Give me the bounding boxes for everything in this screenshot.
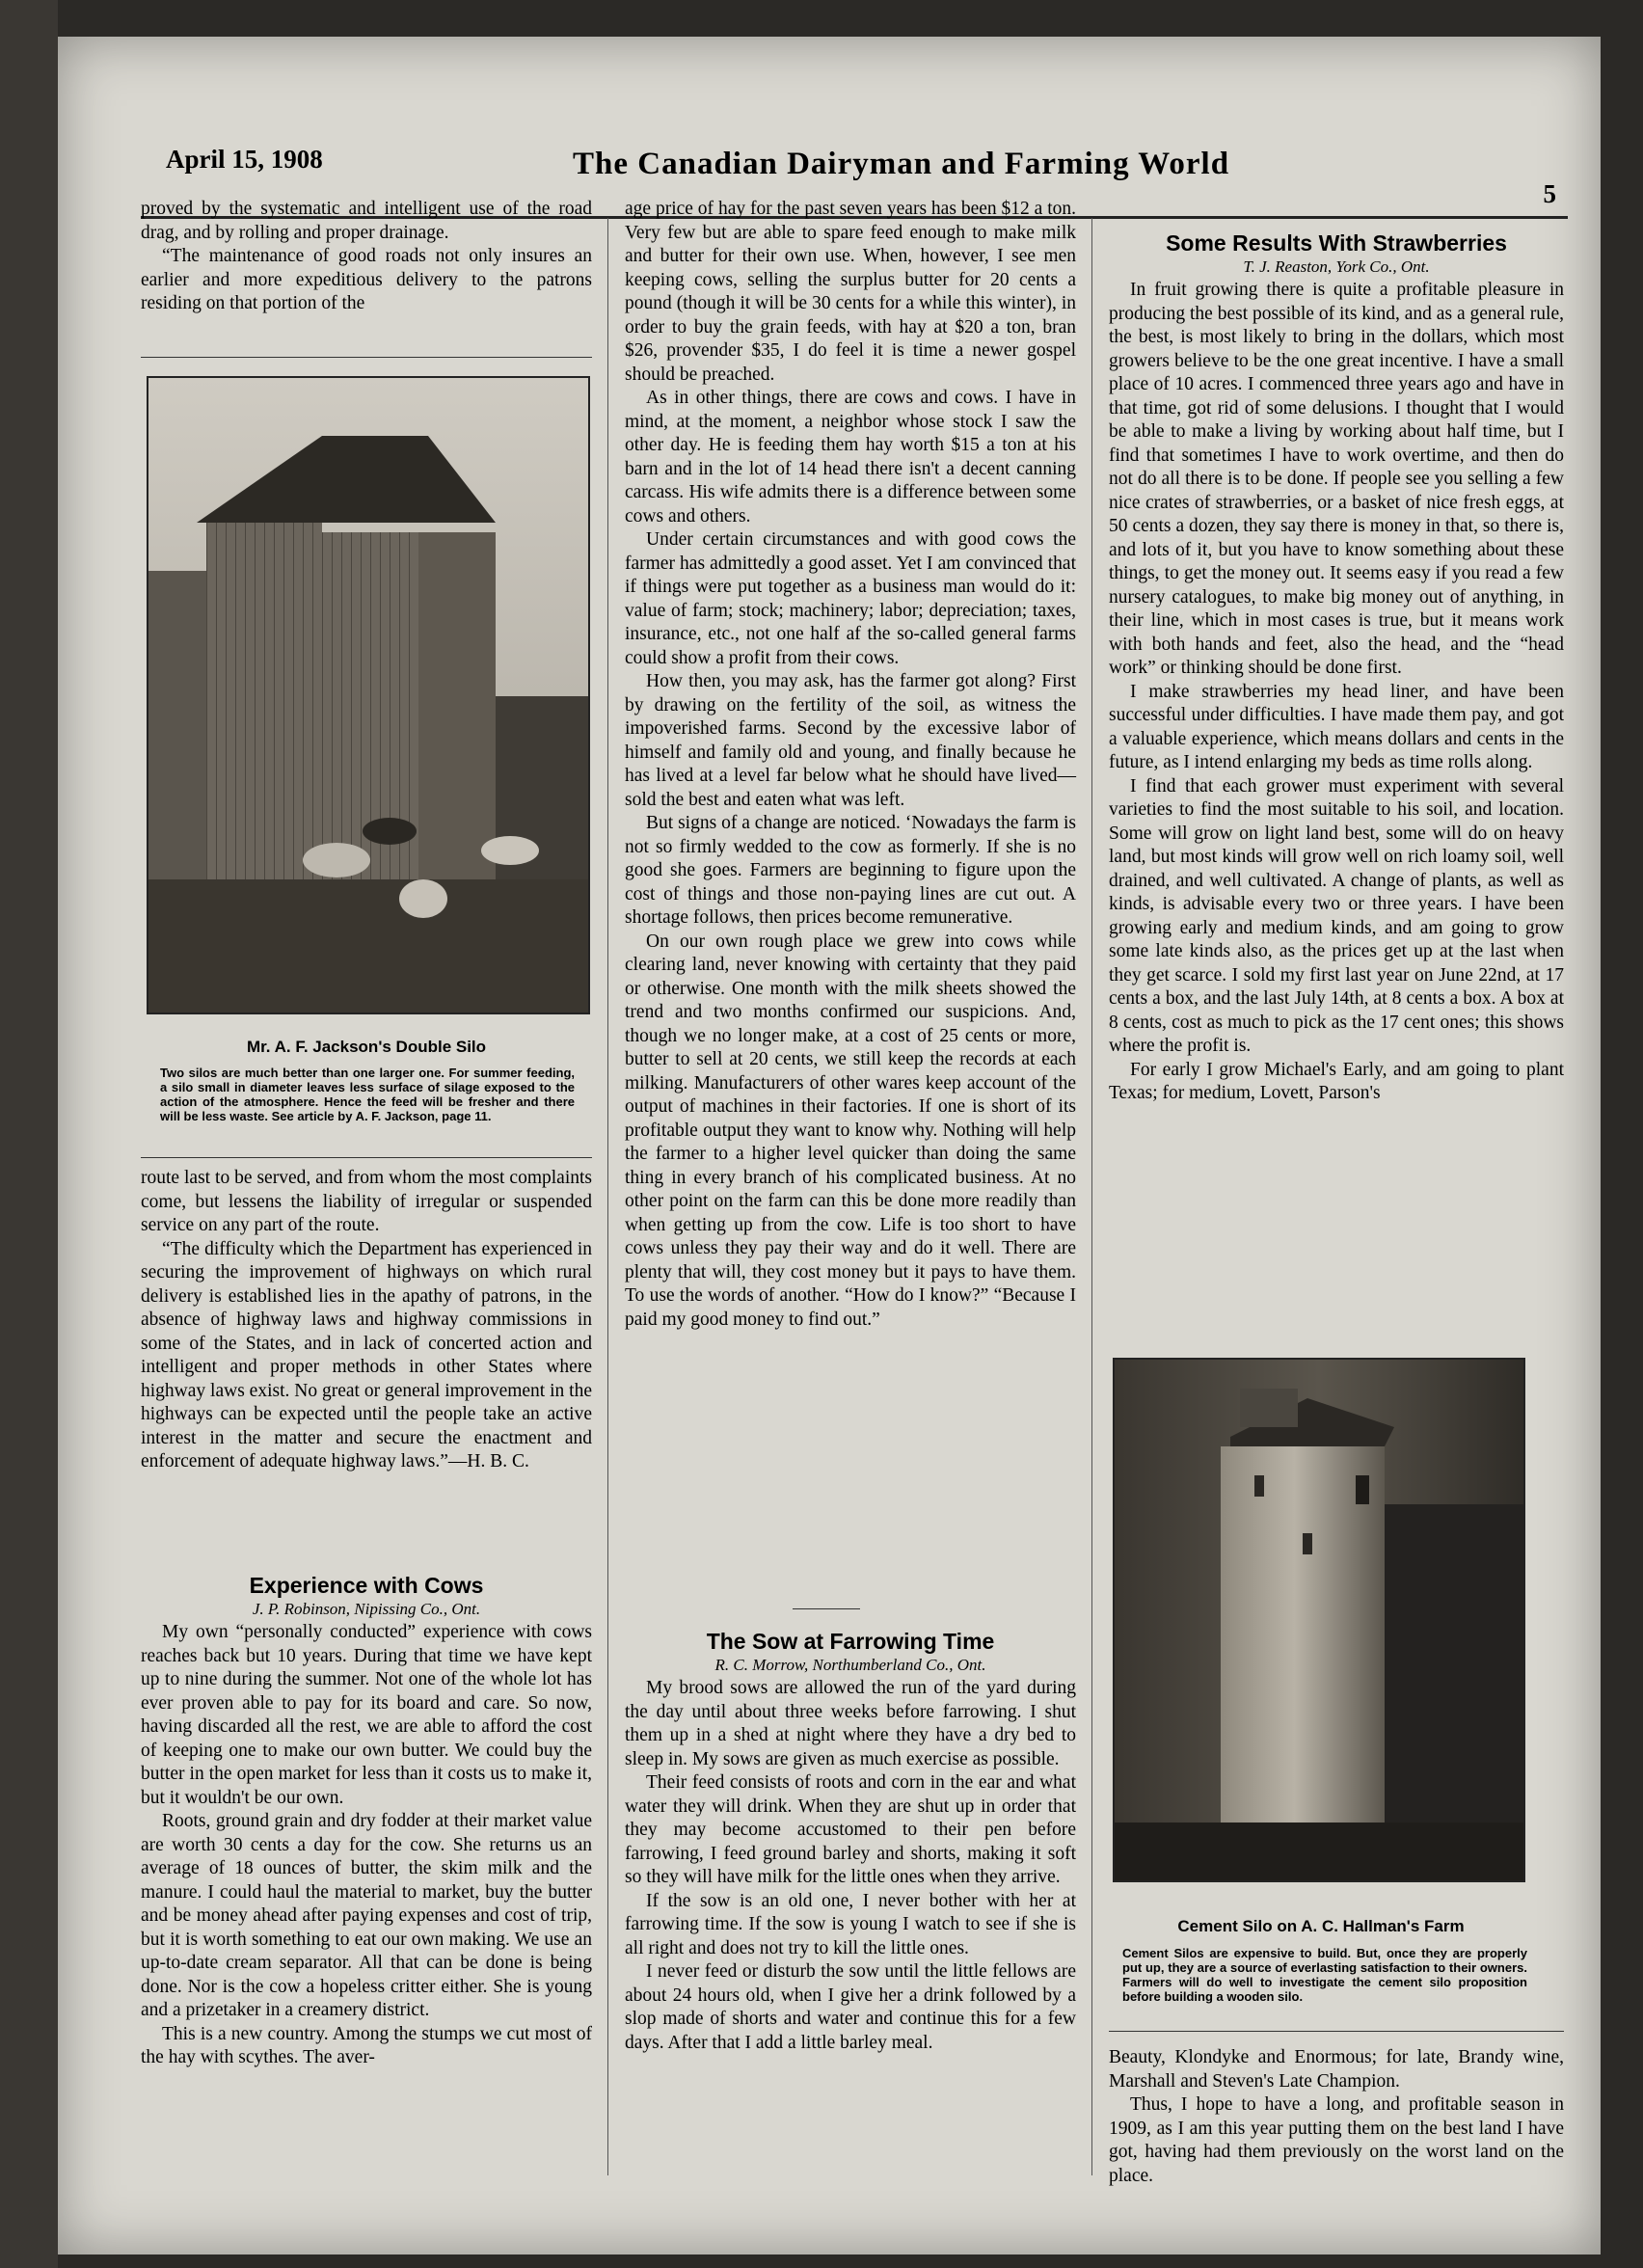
photo-2-caption: Cement Silos are expensive to build. But, once they are properly put up, they are a source of everlasting satisfaction to their owners. Farmers will do well to investigate the cement silo proposition before building a wooden silo. (1122, 1946, 1527, 2004)
paragraph: I find that each grower must experiment with several varieties to find the most suitable to his soil, and location. Some will grow on light land best, some will do on heavy land, but most kinds will grow well on rich loamy soil, well drained, and well cultivated. A change of plants, as well as kinds, is advisable every two or three years. I have been growing early and medium kinds, and am going to grow some late kinds also, as the prices get up at the last when they get scarce. I sold my first last year on June 22nd, at 17 cents a box, and the last July 14th, at 8 cents a box. A box at 8 cents, cost as much to pick as the 17 cent ones; this shows where the profit is. (1109, 775, 1564, 1056)
column-1-top (141, 198, 592, 316)
paragraph: My own “personally conducted” experience with cows reaches back but 10 years. During that time we have kept up to nine during the summer. Not one of the whole lot has ever proven able to pay for its board and care. So now, having discarded all the rest, we are able to afford the cost of keeping one to make our own butter. We could buy the butter in the open market for less than it costs us to make it, but it wouldn't be our own. (141, 1622, 592, 1808)
paragraph: “The maintenance of good roads not only insures an earlier and more expeditious delivery to the patrons residing on that portion of the (141, 246, 592, 313)
paragraph: My brood sows are allowed the run of the yard during the day until about three weeks before farrowing. I shut them up in a shed at night where they have a dry bed to sleep in. My sows are given as much exercise as possible. (625, 1678, 1076, 1769)
article-byline: R. C. Morrow, Northumberland Co., Ont. (714, 1655, 986, 1674)
section-rule (141, 357, 592, 358)
article-title: Some Results With Strawberries (1166, 230, 1507, 256)
issue-date: April 15, 1908 (166, 145, 323, 174)
article-sow-at-farrowing (625, 1630, 1076, 2055)
paragraph: Their feed consists of roots and corn in the ear and what water they will drink. When they are shut up in order that they may become accustomed to their pen before farrowing, I feed ground barley and shorts, making it soft so they will have milk for the little ones when they arrive. (625, 1772, 1076, 1887)
paragraph: If the sow is an old one, I never bother with her at farrowing time. If the sow is young I watch to see if she is all right and does not try to kill the little ones. (625, 1890, 1076, 1958)
cement-silo-photo (1113, 1358, 1525, 1882)
double-silo-photo (147, 376, 590, 1014)
paragraph: route last to be served, and from whom the most complaints come, but lessens the liability of irregular or suspended service on any part of the route. (141, 1168, 592, 1235)
double-silo-illustration (148, 378, 588, 1012)
publication-title: The Canadian Dairyman and Farming World (573, 147, 1230, 181)
article-experience-with-cows (141, 1574, 592, 2070)
paragraph: Roots, ground grain and dry fodder at their market value are worth 30 cents a day for the cow. She returns us an average of 18 ounces of butter, the skim milk and the manure. I could haul the material to market, buy the butter and be money ahead after paying expenses and cost of trip, but it is worth something to eat our own making. We use an up-to-date cream separator. All that can be done is being done. Nor is the cow a hopeless critter either. She is young and a prizetaker in a creamery district. (141, 1811, 592, 2020)
paragraph: I make strawberries my head liner, and have been successful under difficulties. I have made them pay, and got a valuable experience, which means dollars and cents in the future, as I intend enlarging my beds as time rolls along. (1109, 681, 1564, 772)
column-1-middle (141, 1167, 592, 1474)
cement-silo-illustration (1115, 1360, 1523, 1880)
article-title: Experience with Cows (249, 1573, 484, 1598)
photo-1-title: Mr. A. F. Jackson's Double Silo (246, 1038, 487, 1056)
paragraph: Thus, I hope to have a long, and profitable season in 1909, as I am this year putting them on the best land I have got, having had them previously on the worst land on the place. (1109, 2094, 1564, 2186)
column-rule (607, 218, 608, 2175)
paragraph: proved by the systematic and intelligent use of the road drag, and by rolling and proper drainage. (141, 199, 592, 243)
photo-1-caption: Two silos are much better than one larger one. For summer feeding, a silo small in diameter leaves less surface of silage exposed to the action of the atmosphere. Hence the feed will be fresher and there will be less waste. See article by A. F. Jackson, page 11. (160, 1066, 575, 1123)
paragraph: As in other things, there are cows and cows. I have in mind, at the moment, a neighbor whose stock I saw the other day. He is feeding them hay worth $15 a ton at his barn and in the lot of 14 head there isn't a decent canning carcass. His wife admits there is a difference between some cows and others. (625, 388, 1076, 526)
paragraph: This is a new country. Among the stumps we cut most of the hay with scythes. The aver- (141, 2023, 592, 2067)
paragraph: How then, you may ask, has the farmer got along? First by drawing on the fertility of the soil, as witness the impoverished farms. Second by the excessive labor of himself and family old and young, and finally because he has lived at a level far below what he should have lived—sold the best and eaten what was left. (625, 671, 1076, 810)
paragraph: I never feed or disturb the sow until the little fellows are about 24 hours old, when I give her a drink followed by a slop made of shorts and water and continue this for a few days. After that I add a little barley meal. (625, 1961, 1076, 2053)
article-byline: J. P. Robinson, Nipissing Co., Ont. (252, 1599, 481, 1618)
article-strawberries-continued (1109, 2046, 1564, 2188)
paragraph: On our own rough place we grew into cows while clearing land, never knowing with certainty that they paid or otherwise. One month with the milk sheets showed the trend and two months confirmed our suspicions. And, though we no longer make, at a cost of 25 cents or more, butter to sell at 20 cents, we still keep the records at each milking. Manufacturers of other wares keep account of the output of machines in their factories. If one is short of its profitable output they want to know why. Nothing will help the farmer to a higher level quicker than doing the same thing in every branch of his complicated business. At no other point on the farm can this be done more readily than when getting up from the cow. Life is too short to have cows unless they pay their way and do it well. There are plenty that will, they cost money but it pays to have them. To use the words of another. “How do I know?” “Because I paid my good money to find out.” (625, 931, 1076, 1330)
paragraph: For early I grow Michael's Early, and am going to plant Texas; for medium, Lovett, Parson's (1109, 1059, 1564, 1103)
paragraph: Under certain circumstances and with good cows the farmer has admittedly a good asset. Yet I am convinced that if things were put together as a business man would do it: value of farm; stock; machinery; labor; depreciation; taxes, insurance, etc., not one half af the so-called general farms could show a profit from their cows. (625, 529, 1076, 668)
paragraph: Beauty, Klondyke and Enormous; for late, Brandy wine, Marshall and Steven's Late Champion. (1109, 2047, 1564, 2092)
paragraph: “The difficulty which the Department has experienced in securing the improvement of highways on which rural delivery is established lies in the apathy of patrons, in the absence of highway laws and highway commissions in some of the States, and in lack of concerted action and intelligent and proper methods in other States where highway laws exist. No great or general improvement in the highways can be expected until the people take an active interest in the matter and secure the enactment and enforcement of adequate highway laws.”—H. B. C. (141, 1238, 592, 1472)
section-divider (793, 1608, 860, 1609)
page-number: 5 (1543, 179, 1556, 208)
paragraph: But signs of a change are noticed. ‘Nowadays the farm is not so firmly wedded to the cow as formerly. If she is no good she goes. Farmers are beginning to figure upon the cost of things and those non-paying lines are cut out. A shortage follows, then prices become remunerative. (625, 813, 1076, 928)
article-title: The Sow at Farrowing Time (706, 1629, 995, 1654)
article-byline: T. J. Reaston, York Co., Ont. (1243, 256, 1430, 276)
photo-2-title: Cement Silo on A. C. Hallman's Farm (1177, 1917, 1465, 1935)
book-binding-edge (0, 0, 58, 2268)
column-rule (1091, 218, 1092, 2175)
paragraph: In fruit growing there is quite a profitable pleasure in producing the best possible of its kind, and as a general rule, the best, is most likely to bring in the dollars, which most growers believe to be the one great incentive. I have a small place of 10 acres. I commenced three years ago and have in that time, got rid of some delusions. I thought that I would be able to make a living by working about half time, but I find that sometimes I have to work overtime, and then do not do all there is to be done. If people see you selling a few nice crates of strawberries, or a basket of nice fresh eggs, at 50 cents a dozen, they say there is money in that, so there is, and lots of it, but you have to know something about these things, to get the money out. It seems easy if you read a few nursery catalogues, to make big money out of anything, in their line, which in most cases is true, but it means work with both hands and feet, also the head, and the “head work” or thinking should be done first. (1109, 280, 1564, 678)
column-2-continued (625, 198, 1076, 1332)
paragraph: age price of hay for the past seven years has been $12 a ton. Very few but are able to spare feed enough to make milk and butter for their own use. When, however, I see men keeping cows, selling the surplus butter for 20 cents a pound (though it will be 30 cents for a while this winter), in order to buy the grain feeds, with hay at $20 a ton, bran $26, provender $35, I do feel it is time a newer gospel should be preached. (625, 199, 1076, 385)
section-rule (1109, 2031, 1564, 2032)
section-rule (141, 1157, 592, 1158)
article-strawberries (1109, 231, 1564, 1106)
